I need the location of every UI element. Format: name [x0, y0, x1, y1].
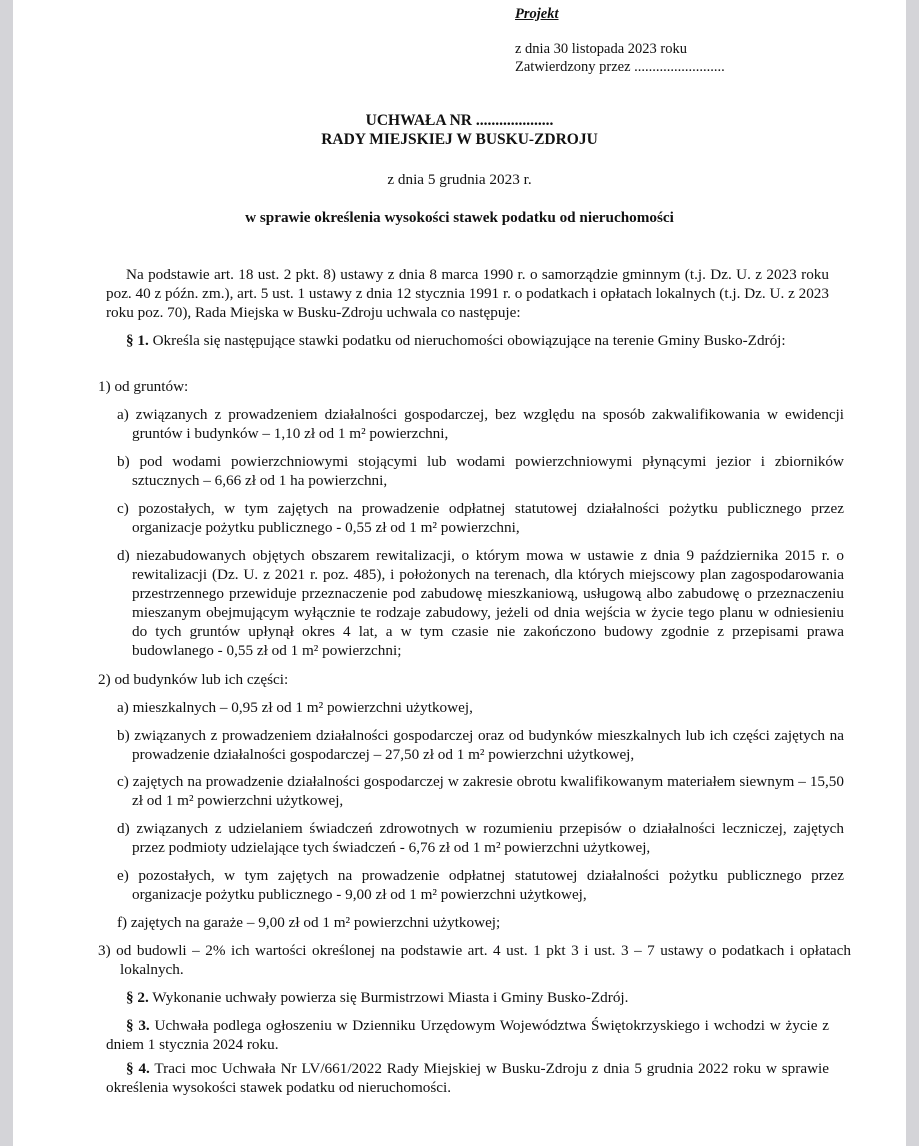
paragraph-1-label: § 1.: [126, 332, 149, 349]
point-1d: d) niezabudowanych objętych obszarem rewitalizacji, o którym mowa w ustawie z dnia 9 października 2015 r. o rewitalizacji (Dz. U. z 2021 r. poz. 485), i położonych na terenach, dla których miejscowy plan zagospodarowania przestrzennego przewiduje przeznaczenie pod zabudowę mieszkaniową, usługową albo zabudowę o przeznaczeniu mieszanym obejmującym wyłącznie te rodzaje zabudowy, jeżeli od dnia wejścia w życie tego planu w odniesieniu do tych gruntów upłynął okres 4 lat, a w tym czasie nie zakończono budowy zgodnie z przepisami prawa budowlanego - 0,55 zł od 1 m² powierzchni;: [117, 547, 844, 659]
point-3: 3) od budowli – 2% ich wartości określonej na podstawie art. 4 ust. 1 pkt 3 i ust. 3 – 7 ustawy o podatkach i opłatach lokalnych.: [98, 942, 851, 978]
draft-header: [515, 40, 725, 76]
point-2b: b) związanych z prowadzeniem działalności gospodarczej oraz od budynków mieszkalnych lub ich części zajętych na prowadzenie działalności gospodarczej – 27,50 zł od 1 m² powierzchni użytkowej,: [117, 727, 844, 763]
point-1b: b) pod wodami powierzchniowymi stojącymi lub wodami powierzchniowymi płynącymi jezior i zbiorników sztucznych – 6,66 zł od 1 ha powierzchni,: [117, 453, 844, 489]
paragraph-2-text: Wykonanie uchwały powierza się Burmistrzowi Miasta i Gminy Busko-Zdrój.: [148, 989, 629, 1006]
council-name: RADY MIEJSKIEJ W BUSKU-ZDROJU: [321, 131, 598, 148]
paragraph-2: [106, 988, 829, 1007]
preamble: Na podstawie art. 18 ust. 2 pkt. 8) ustawy z dnia 8 marca 1990 r. o samorządzie gminnym (t.j. Dz. U. z 2023 roku poz. 40 z późn. zm.), art. 5 ust. 1 ustawy z dnia 12 stycznia 1991 r. o podatkach i opłatach lokalnych (t.j. Dz. U. z 2023 roku poz. 70), Rada Miejska w Busku-Zdroju uchwala co następuje:: [106, 266, 829, 321]
approved-by: Zatwierdzony przez .........................: [515, 59, 725, 75]
paragraph-3-label: § 3.: [126, 1017, 150, 1034]
paragraph-2-label: § 2.: [126, 989, 149, 1006]
paragraph-3-text: Uchwała podlega ogłoszeniu w Dzienniku Urzędowym Województwa Świętokrzyskiego i wchodzi w życie z dniem 1 stycznia 2024 roku.: [106, 1017, 829, 1053]
paragraph-1-text: Określa się następujące stawki podatku od nieruchomości obowiązujące na terenie Gminy Busko-Zdrój:: [148, 332, 786, 349]
point-1: 1) od gruntów:: [98, 378, 189, 395]
point-1c: c) pozostałych, w tym zajętych na prowadzenie odpłatnej statutowej działalności pożytku publicznego przez organizacje pożytku publicznego - 0,55 zł od 1 m² powierzchni,: [117, 500, 844, 536]
paragraph-1: [106, 331, 829, 350]
resolution-date: z dnia 5 grudnia 2023 r.: [387, 171, 532, 188]
point-1a: a) związanych z prowadzeniem działalności gospodarczej, bez względu na sposób zakwalifikowania w ewidencji gruntów i budynków – 1,10 zł od 1 m² powierzchni,: [117, 406, 844, 442]
point-2e: e) pozostałych, w tym zajętych na prowadzenie odpłatnej statutowej działalności pożytku publicznego przez organizacje pożytku publicznego - 9,00 zł od 1 m² powierzchni użytkowej,: [117, 867, 844, 903]
projekt-label: Projekt: [515, 6, 559, 22]
point-2d: d) związanych z udzielaniem świadczeń zdrowotnych w rozumieniu przepisów o działalności leczniczej, zajętych przez podmioty udzielające tych świadczeń - 6,76 zł od 1 m² powierzchni użytkowej,: [117, 820, 844, 856]
resolution-subject: w sprawie określenia wysokości stawek podatku od nieruchomości: [245, 209, 674, 226]
paragraph-4-text: Traci moc Uchwała Nr LV/661/2022 Rady Miejskiej w Busku-Zdroju z dnia 5 grudnia 2022 roku w sprawie określenia wysokości stawek podatku od nieruchomości.: [106, 1060, 830, 1096]
paragraph-4: [106, 1059, 829, 1097]
point-2c: c) zajętych na prowadzenie działalności gospodarczej w zakresie obrotu kwalifikowanym materiałem siewnym – 15,50 zł od 1 m² powierzchni użytkowej,: [117, 773, 844, 809]
paragraph-3: [106, 1016, 829, 1054]
point-2f: f) zajętych na garaże – 9,00 zł od 1 m² powierzchni użytkowej;: [117, 914, 501, 931]
resolution-number: UCHWAŁA NR ....................: [365, 112, 554, 129]
draft-date: z dnia 30 listopada 2023 roku: [515, 41, 687, 57]
point-2a: a) mieszkalnych – 0,95 zł od 1 m² powierzchni użytkowej,: [117, 699, 473, 716]
point-2: 2) od budynków lub ich części:: [98, 671, 289, 688]
document-page: [13, 0, 906, 1146]
paragraph-4-label: § 4.: [126, 1060, 150, 1077]
